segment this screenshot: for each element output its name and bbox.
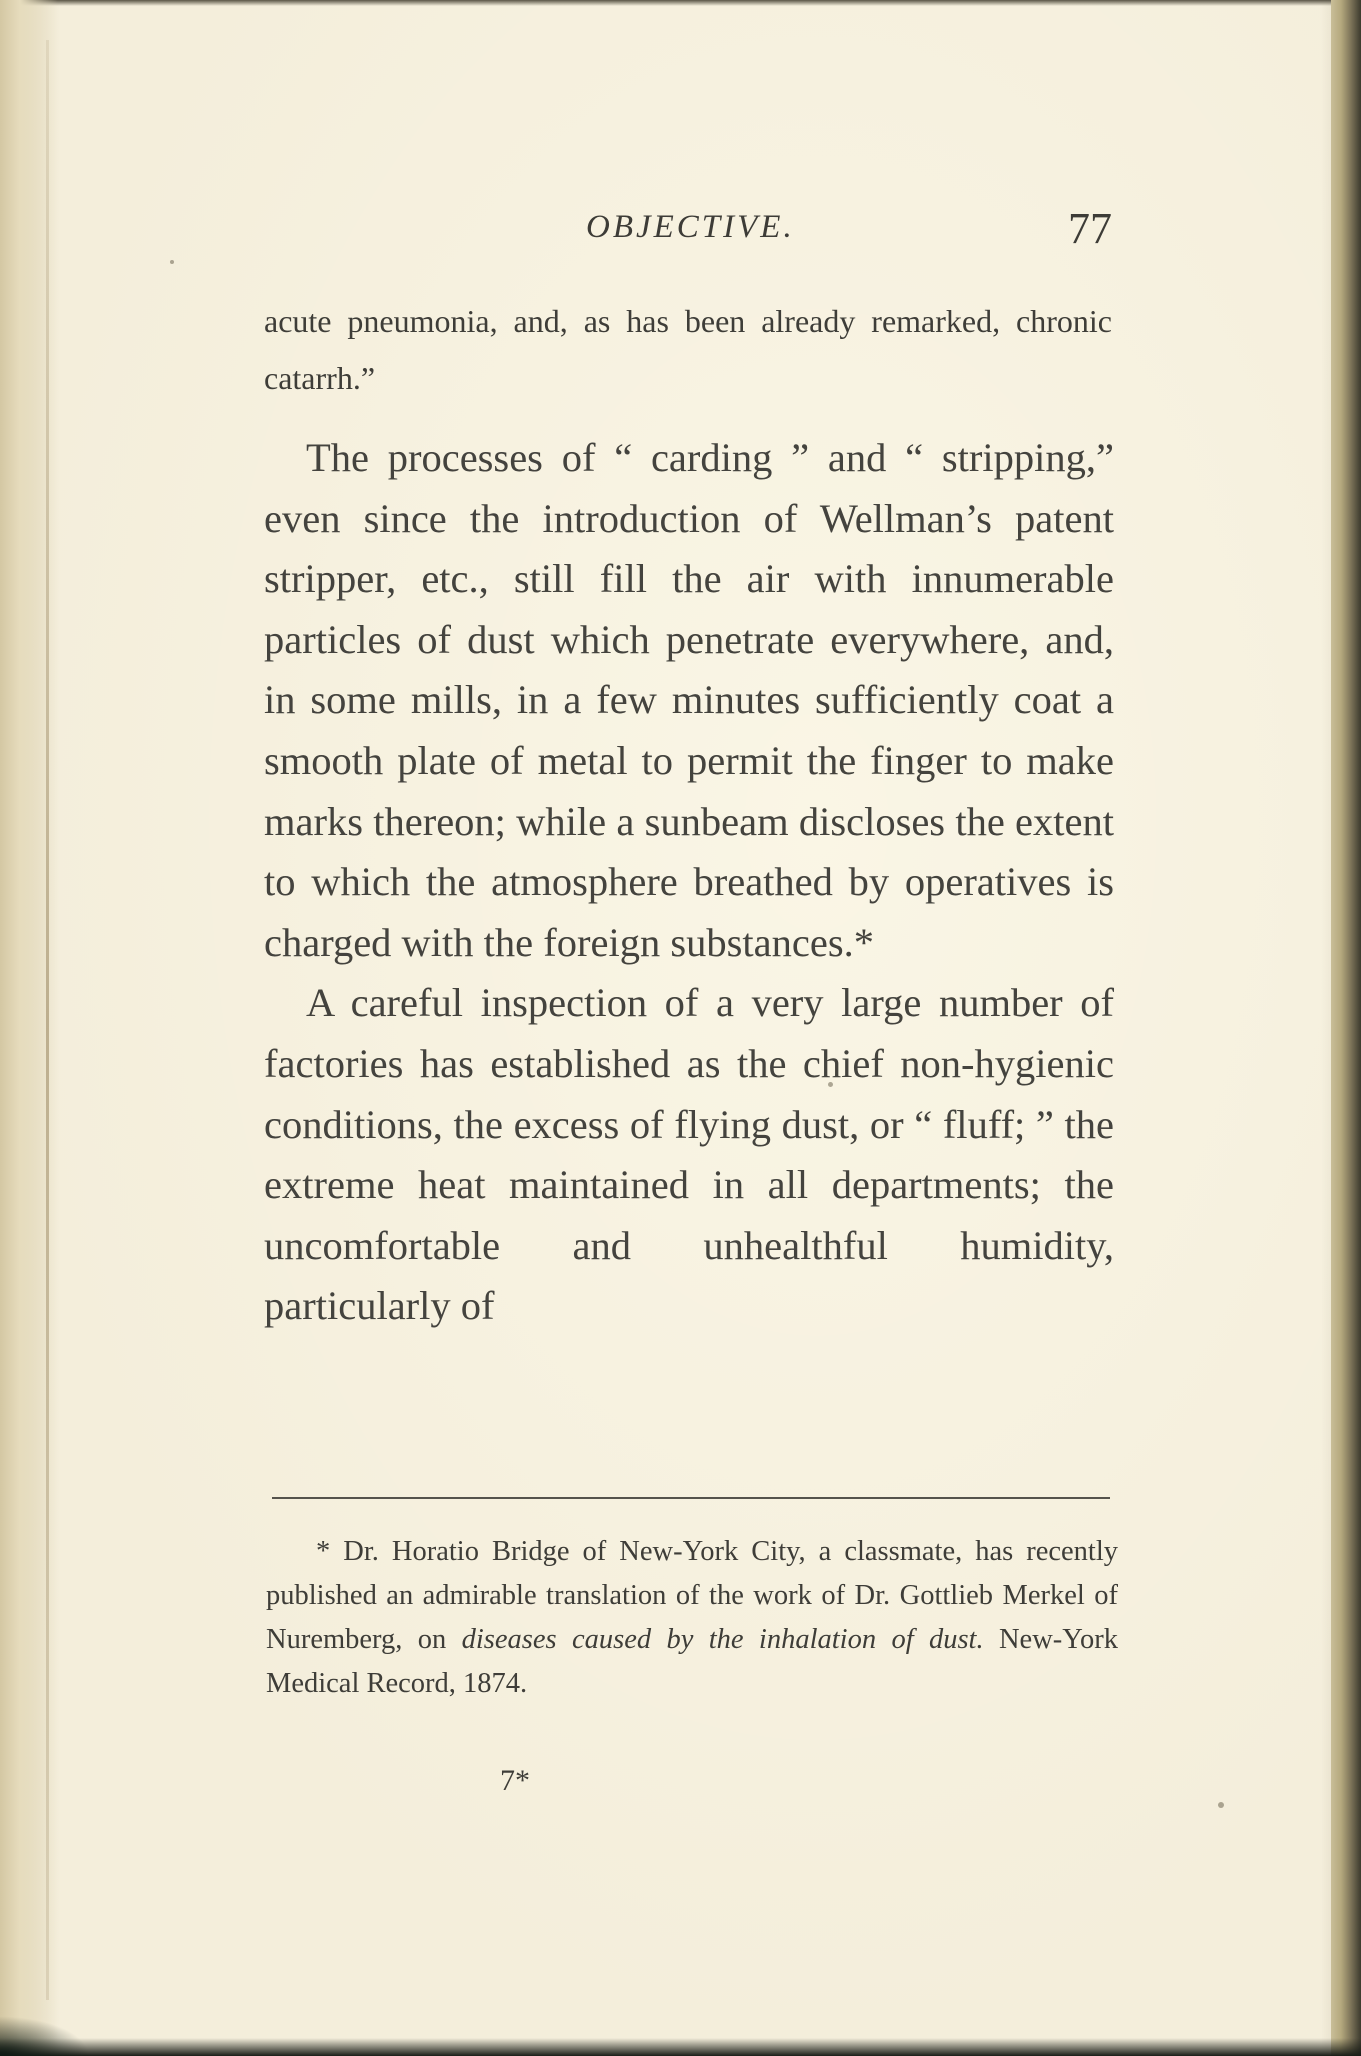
gutter-line: [46, 40, 49, 2000]
running-head: OBJECTIVE.: [586, 209, 795, 245]
main-text: [264, 428, 1114, 1337]
footnote-text-before: Dr. Horatio Bridge of New-York City, a classmate, has recently published an admirable translation of the work of Dr. Gottlieb Merkel of Nuremberg, on: [266, 1536, 1119, 1655]
page-bottom-shadow: [0, 2038, 1361, 2056]
footnote-text-after: New-York Medical Record, 1874.: [266, 1624, 1118, 1699]
page-bottom-corner: [0, 2016, 90, 2056]
page-fore-edge: [1331, 0, 1361, 2056]
page-header: [264, 203, 1112, 263]
page-top-edge: [0, 0, 1361, 6]
footnote: [266, 1530, 1118, 1706]
footnote-marker: *: [316, 1536, 331, 1567]
paper-speck: [828, 1082, 833, 1087]
book-spine-shadow: [0, 0, 58, 2056]
quote-text: acute pneumonia, and, as has been already remarked, chronic catarrh.”: [264, 303, 1112, 396]
paragraph-inspection: A careful inspection of a very large number of factories has established as the chief non-hygienic conditions, the excess of flying dust, or “ fluff; ” the extreme heat maintained in all departments; the uncomfortable and unhealthful humidity, particularly of: [264, 980, 1114, 1329]
signature-mark: 7*: [500, 1764, 530, 1797]
footnote-divider: [272, 1497, 1110, 1499]
paper-speck: [170, 260, 174, 264]
paper-speck: [1218, 1802, 1224, 1808]
page-number: 77: [1068, 204, 1112, 253]
paragraph-carding: The processes of “ carding ” and “ stripping,” even since the introduction of Wellman’s patent stripper, etc., still fill the air with innumerable particles of dust which penetrate everywhere, and, in some mills, in a few minutes sufficiently coat a smooth plate of metal to permit the finger to make marks thereon; while a sunbeam discloses the extent to which the atmosphere breathed by operatives is charged with the foreign substances.*: [264, 435, 1114, 965]
footnote-italic-title: diseases caused by the inhalation of dust.: [461, 1624, 984, 1655]
quote-continuation: [264, 293, 1112, 407]
footnote-text: [266, 1530, 1118, 1706]
